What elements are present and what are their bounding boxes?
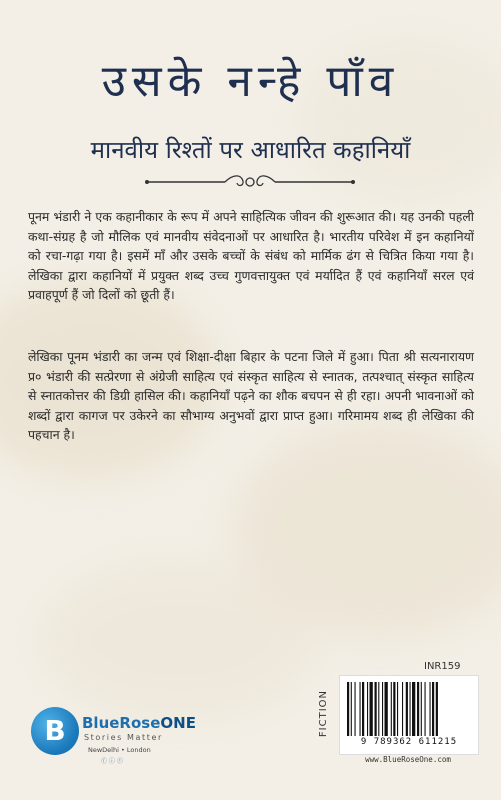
publisher-cities: NewDelhi • London	[88, 746, 151, 754]
background-stain	[40, 560, 320, 720]
barcode-bar	[421, 682, 422, 736]
publisher-name-accent: ONE	[160, 714, 196, 732]
barcode-bar	[382, 682, 383, 736]
isbn-number: 9 789362 611215	[360, 737, 458, 747]
logo-letter: B	[44, 714, 66, 747]
barcode-bar	[393, 682, 395, 736]
barcode-bar	[367, 682, 368, 736]
barcode-bar	[402, 682, 403, 736]
barcode-bar	[406, 682, 408, 736]
ornament-divider-icon	[145, 172, 355, 192]
barcode-bar	[397, 682, 398, 736]
blurb-paragraph-2: लेखिका पूनम भंडारी का जन्म एवं शिक्षा-दीक्षा बिहार के पटना जिले में हुआ। पिता श्री सत्यनारायण प्र० भंडारी की सत्प्रेरणा से अंग्रेजी साहित्य एवं संस्कृत साहित्य से स्नातक, तत्पश्चात् संस्कृत साहित्य से स्नातकोत्तर की डिग्री हासिल की। कहानियाँ पढ़ने का शौक बचपन से ही रहा। अपनी भावनाओं को शब्दों द्वारा कागज पर उकेरने का सौभाग्य अनुभवों द्वारा प्राप्त हुआ। गरिमामय शब्द ही लेखिका की पहचान है।	[28, 349, 474, 443]
book-title: उसके नन्हे पाँव	[101, 56, 400, 107]
barcode-bar	[425, 682, 426, 736]
barcode-bar	[375, 682, 377, 736]
barcode-bar	[385, 682, 388, 736]
publisher-name-main: BlueRose	[82, 714, 161, 732]
publisher-logo	[31, 707, 79, 755]
barcode-bar	[391, 682, 392, 736]
price-label: INR159	[424, 661, 461, 672]
barcode-bar	[370, 682, 373, 736]
barcode-bar	[410, 682, 411, 736]
social-icons: ⓕ ⓘ ⓨ	[101, 758, 123, 765]
barcode-bar	[417, 682, 419, 736]
barcode-bar	[412, 682, 415, 736]
barcode-bar	[378, 682, 379, 736]
barcode-bar	[351, 682, 352, 736]
genre-label: FICTION	[318, 690, 329, 738]
isbn-barcode	[339, 675, 479, 755]
blurb-paragraph-1: पूनम भंडारी ने एक कहानीकार के रूप में अपने साहित्यिक जीवन की शुरूआत की। यह उनकी पहली कथा-संग्रह है जो मौलिक एवं मानवीय संवेदनाओं पर आधारित है। भारतीय परिवेश में इन कहानियों को रचा-गढ़ा गया है। इसमें माँ और उसके बच्चों के संबंध को मार्मिक ढंग से चित्रित किया गया है। लेखिका द्वारा कहानियों में प्रयुक्त शब्द उच्च गुणवत्तायुक्त एवं मर्यादित हैं एवं कहानियाँ सरल एवं प्रवाहपूर्ण हैं जो दिलों को छूती हैं।	[28, 209, 474, 303]
barcode-bar	[432, 682, 434, 736]
publisher-name	[82, 714, 196, 732]
barcode-icon	[346, 682, 472, 736]
barcode-bar	[360, 682, 361, 736]
barcode-bar	[436, 682, 438, 736]
publisher-website: www.BlueRoseOne.com	[365, 755, 451, 764]
barcode-bar	[355, 682, 356, 736]
barcode-bar	[347, 682, 349, 736]
book-subtitle: मानवीय रिश्तों पर आधारित कहानियाँ	[90, 136, 411, 164]
barcode-bar	[430, 682, 431, 736]
publisher-tagline: Stories Matter	[84, 733, 163, 742]
barcode-bar	[362, 682, 364, 736]
